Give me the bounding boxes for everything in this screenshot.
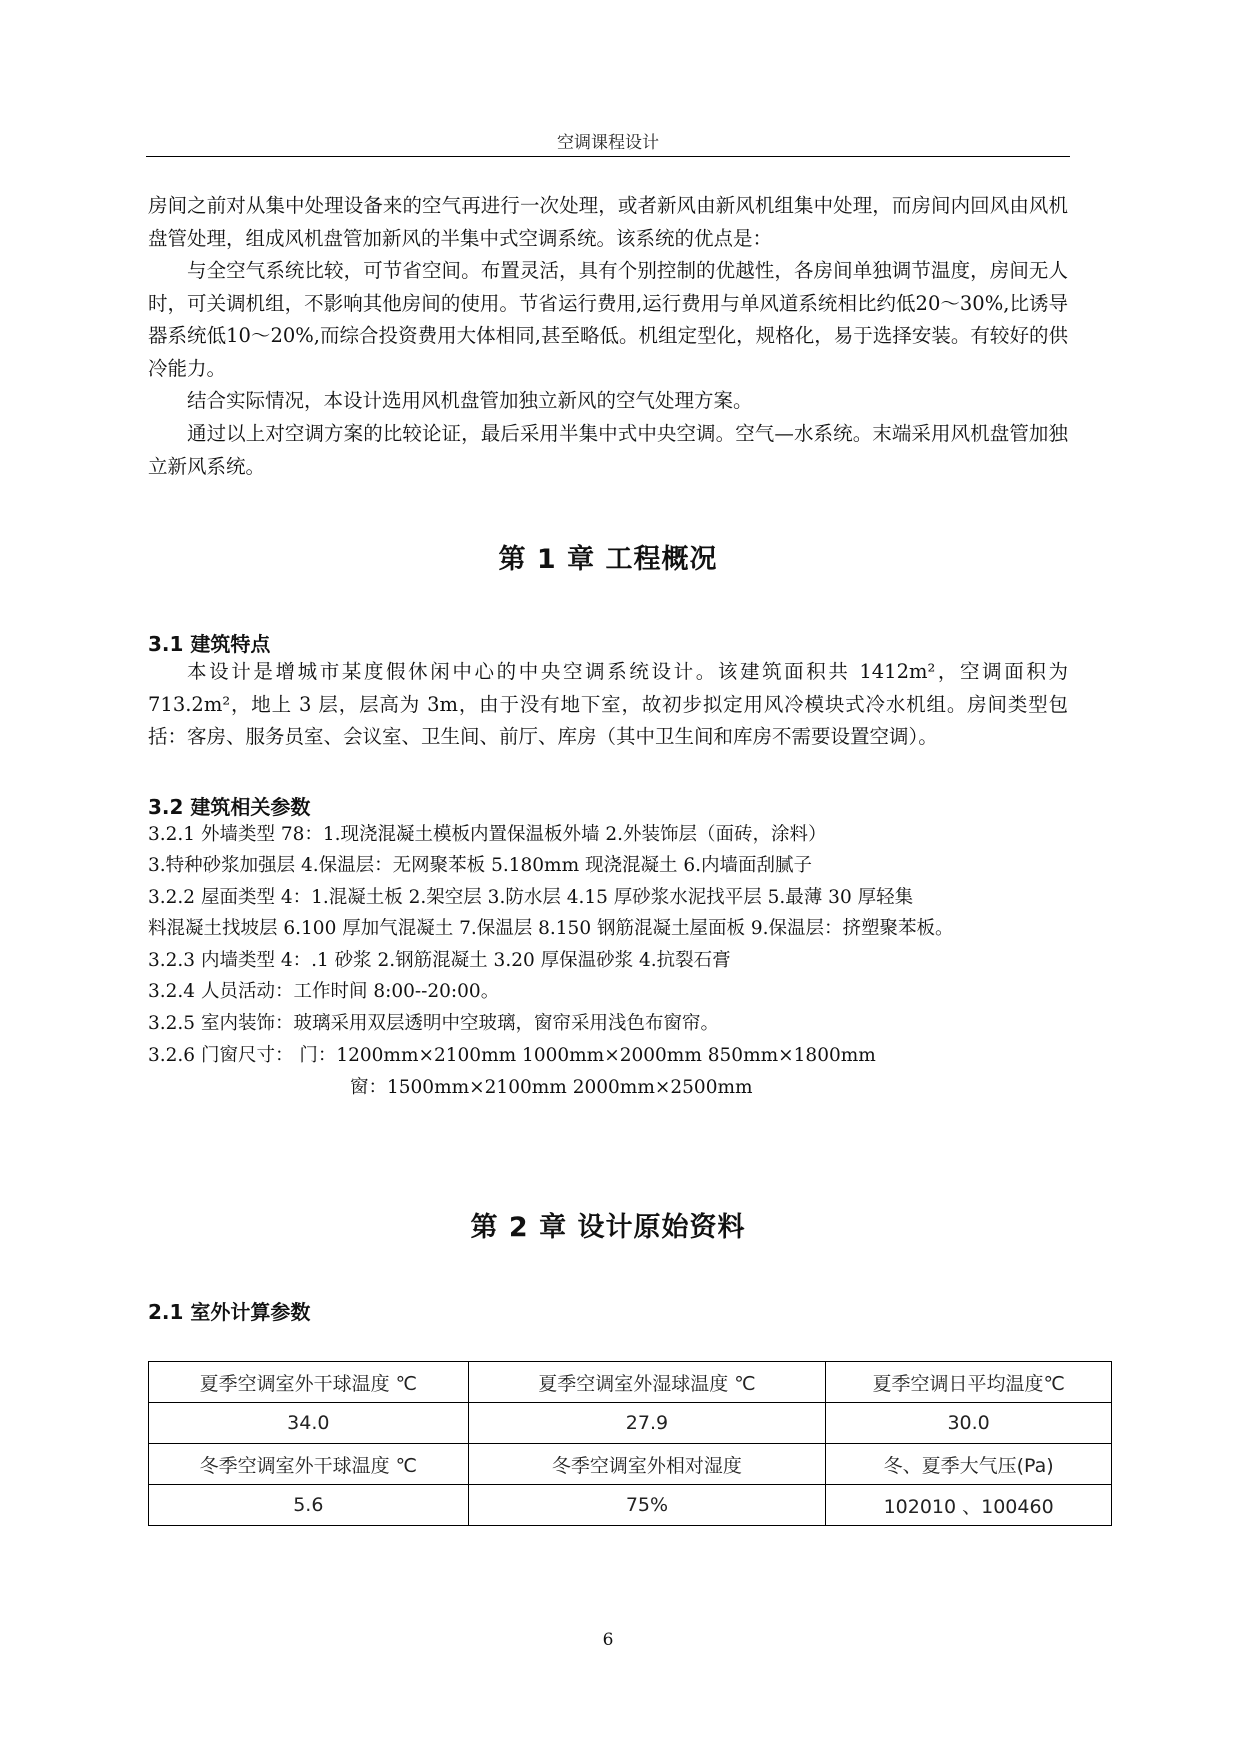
section-3-1-title: 3.1 建筑特点 xyxy=(148,632,271,656)
section-3-2-title: 3.2 建筑相关参数 xyxy=(148,795,311,819)
page-number: 6 xyxy=(602,1630,614,1650)
outdoor-parameters-table xyxy=(148,1361,1112,1526)
param-line: 3.2.3 内墙类型 4：.1 砂浆 2.钢筋混凝土 3.20 厚保温砂浆 4.抗裂石膏 xyxy=(148,950,731,971)
param-line: 3.2.4 人员活动：工作时间 8:00--20:00。 xyxy=(148,981,500,1002)
chapter-1-title: 第 1 章 工程概况 xyxy=(498,544,718,575)
table-row xyxy=(149,1362,1112,1403)
section-3-1-text: 本设计是增城市某度假休闲中心的中央空调系统设计。该建筑面积共 1412m²，空调面积为 713.2m²，地上 3 层，层高为 3m，由于没有地下室，故初步拟定用风冷模块式冷水机组。房间类型包括：客房、服务员室、会议室、卫生间、前厅、库房（其中卫生间和库房不需要设置空调）。 xyxy=(148,660,1068,748)
intro-paragraph-4: 通过以上对空调方案的比较论证，最后采用半集中式中央空调。空气—水系统。末端采用风机盘管加独立新风系统。 xyxy=(148,422,1068,478)
param-line: 3.特种砂浆加强层 4.保温层：无网聚苯板 5.180mm 现浇混凝土 6.内墙面刮腻子 xyxy=(148,855,813,876)
table-row xyxy=(149,1403,1112,1444)
running-header: 空调课程设计 xyxy=(557,133,659,153)
table-row xyxy=(149,1485,1112,1526)
table-cell: 冬、夏季大气压(Pa) xyxy=(826,1444,1112,1485)
table-cell: 102010 、100460 xyxy=(826,1485,1112,1526)
param-line: 窗：1500mm×2100mm 2000mm×2500mm xyxy=(350,1077,753,1098)
table-cell: 冬季空调室外相对湿度 xyxy=(468,1444,826,1485)
table-cell: 夏季空调室外干球温度 ℃ xyxy=(149,1362,469,1403)
table-cell: 30.0 xyxy=(826,1403,1112,1444)
param-line: 3.2.2 屋面类型 4：1.混凝土板 2.架空层 3.防水层 4.15 厚砂浆水泥找平层 5.最薄 30 厚轻集 xyxy=(148,887,914,908)
intro-paragraph-3: 结合实际情况，本设计选用风机盘管加独立新风的空气处理方案。 xyxy=(187,389,753,412)
param-line: 3.2.6 门窗尺寸： 门：1200mm×2100mm 1000mm×2000mm 850mm×1800mm xyxy=(148,1045,876,1066)
table-cell: 5.6 xyxy=(149,1485,469,1526)
chapter-2-title: 第 2 章 设计原始资料 xyxy=(470,1212,746,1243)
table-cell: 冬季空调室外干球温度 ℃ xyxy=(149,1444,469,1485)
table-cell: 75% xyxy=(468,1485,826,1526)
table-cell: 34.0 xyxy=(149,1403,469,1444)
param-line: 3.2.1 外墙类型 78：1.现浇混凝土模板内置保温板外墙 2.外装饰层（面砖，涂料） xyxy=(148,824,827,845)
table-cell: 夏季空调室外湿球温度 ℃ xyxy=(468,1362,826,1403)
intro-paragraph-1: 房间之前对从集中处理设备来的空气再进行一次处理，或者新风由新风机组集中处理，而房间内回风由风机盘管处理，组成风机盘管加新风的半集中式空调系统。该系统的优点是： xyxy=(148,194,1068,250)
table-cell: 27.9 xyxy=(468,1403,826,1444)
header-rule xyxy=(146,156,1070,157)
param-line: 3.2.5 室内装饰：玻璃采用双层透明中空玻璃，窗帘采用浅色布窗帘。 xyxy=(148,1013,719,1034)
param-line: 料混凝土找坡层 6.100 厚加气混凝土 7.保温层 8.150 钢筋混凝土屋面板 9.保温层：挤塑聚苯板。 xyxy=(148,918,954,939)
table-cell: 夏季空调日平均温度℃ xyxy=(826,1362,1112,1403)
intro-paragraph-2: 与全空气系统比较，可节省空间。布置灵活，具有个别控制的优越性，各房间单独调节温度，房间无人时，可关调机组，不影响其他房间的使用。节省运行费用,运行费用与单风道系统相比约低20～30%,比诱导器系统低10～20%,而综合投资费用大体相同,甚至略低。机组定型化，规格化，易于选择安装。有较好的供冷能力。 xyxy=(148,259,1068,380)
table-row xyxy=(149,1444,1112,1485)
section-2-1-title: 2.1 室外计算参数 xyxy=(148,1300,311,1324)
